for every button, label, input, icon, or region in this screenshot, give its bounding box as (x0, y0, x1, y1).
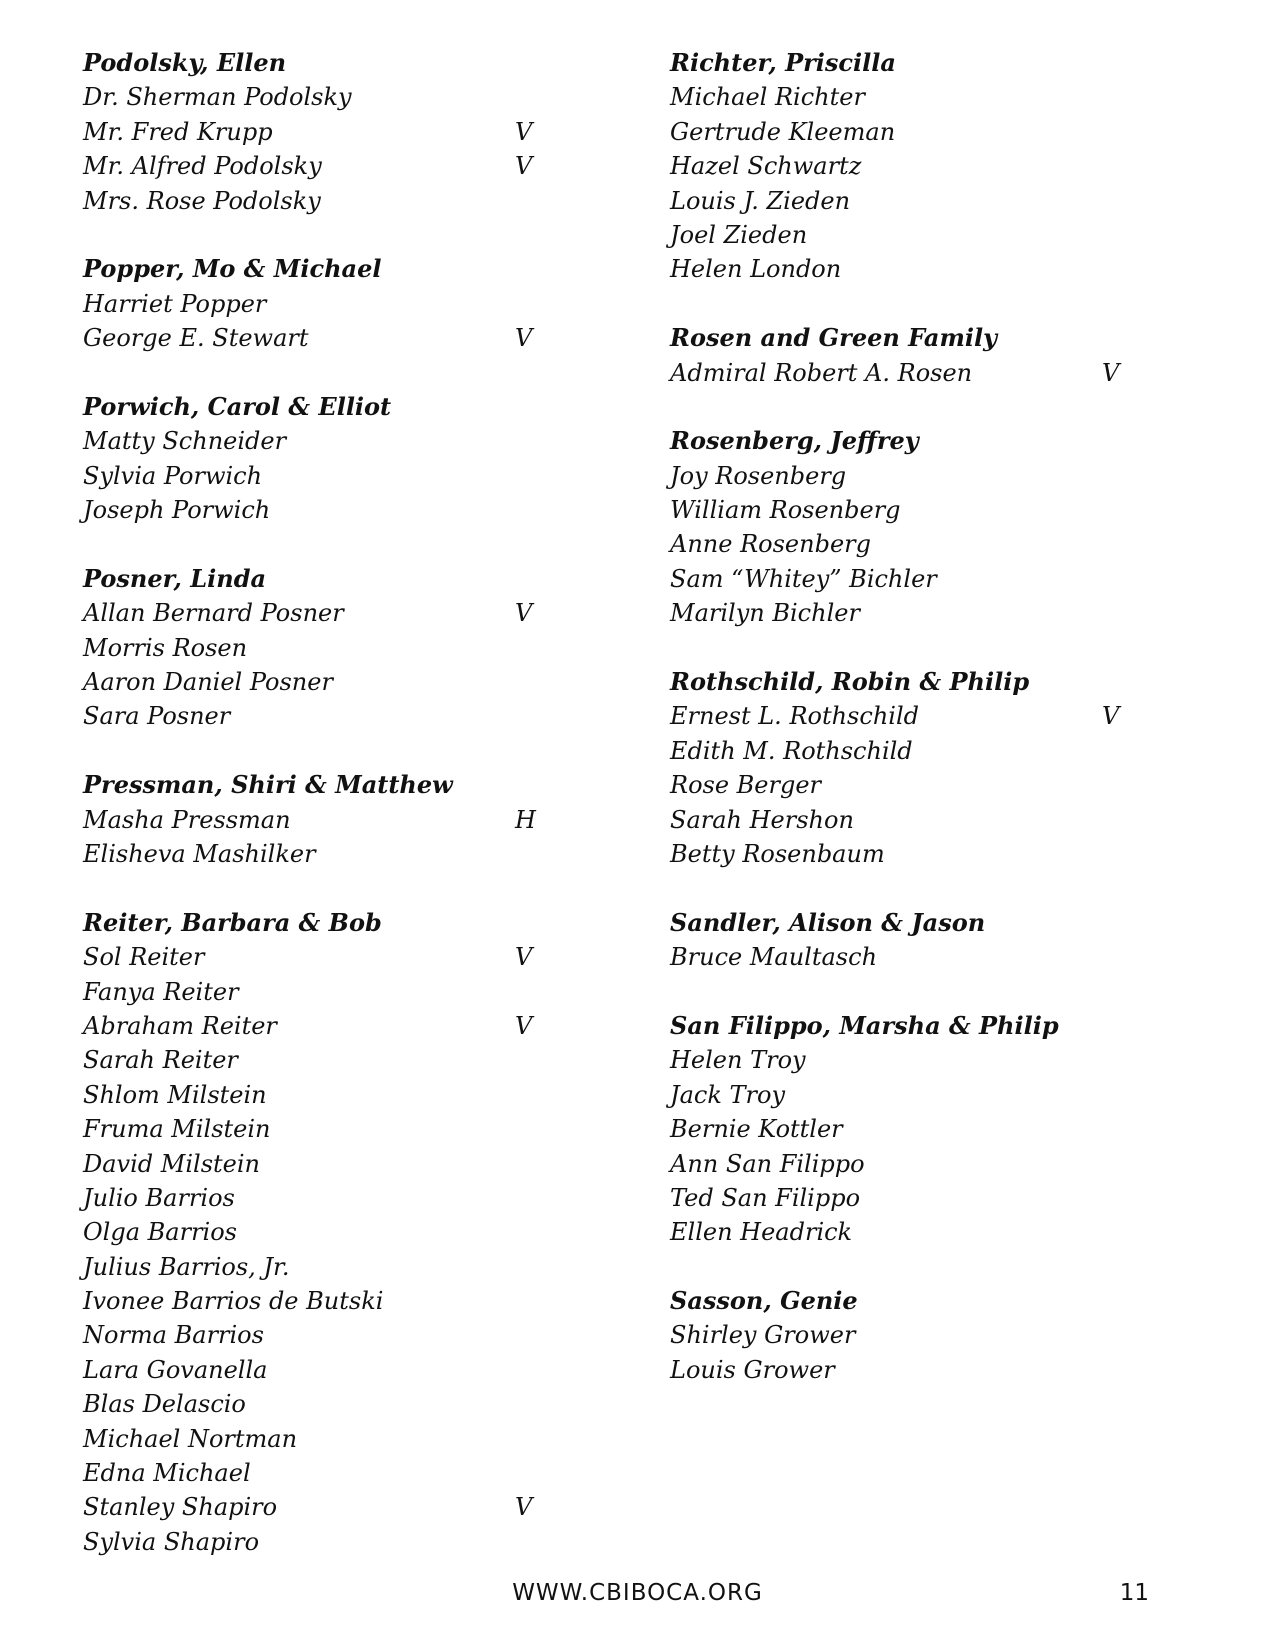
memorial-name: Matty Schneider (83, 427, 287, 456)
family-entry (83, 252, 553, 355)
memorial-name: Ernest L. Rothschild (670, 702, 919, 731)
family-heading: Reiter, Barbara & Bob (83, 907, 382, 937)
memorial-name-row (83, 665, 553, 699)
memorial-mark: V (515, 152, 533, 181)
memorial-name: Michael Richter (670, 83, 865, 112)
memorial-name-row (83, 80, 553, 114)
memorial-name-row (83, 287, 553, 321)
memorial-name: Masha Pressman (83, 805, 291, 834)
memorial-name: Dr. Sherman Podolsky (83, 83, 352, 112)
family-entry (670, 906, 1140, 975)
left-column (83, 46, 553, 1594)
memorial-name: Edna Michael (83, 1459, 251, 1488)
memorial-name: Mr. Fred Krupp (83, 117, 273, 146)
memorial-mark: H (515, 805, 536, 834)
memorial-name-row (83, 459, 553, 493)
family-heading: Rosen and Green Family (670, 323, 998, 353)
memorial-name-row (83, 115, 553, 149)
memorial-mark: V (515, 599, 533, 628)
memorial-name: Gertrude Kleeman (670, 117, 896, 146)
memorial-name: Sara Posner (83, 702, 231, 731)
memorial-mark: V (515, 324, 533, 353)
memorial-name: Stanley Shapiro (83, 1493, 278, 1522)
memorial-name: Ellen Headrick (670, 1218, 853, 1247)
family-heading: Richter, Priscilla (670, 48, 896, 77)
memorial-mark: V (1102, 702, 1120, 731)
memorial-name-row (83, 424, 553, 458)
memorial-name: Shlom Milstein (83, 1080, 267, 1109)
memorial-name-row (670, 734, 1140, 768)
family-entry (670, 1284, 1140, 1387)
memorial-name-row (83, 1318, 553, 1352)
memorial-name: Ted San Filippo (670, 1183, 861, 1212)
memorial-name: Bernie Kottler (670, 1115, 843, 1144)
memorial-name-row (83, 1456, 553, 1490)
family-heading: Rothschild, Robin & Philip (670, 667, 1030, 697)
memorial-name: Sol Reiter (83, 943, 205, 972)
family-heading: Popper, Mo & Michael (83, 254, 382, 284)
memorial-name-row (83, 493, 553, 527)
family-heading: Rosenberg, Jeffrey (670, 426, 919, 456)
memorial-name: Elisheva Mashilker (83, 839, 316, 868)
memorial-name: Joseph Porwich (83, 496, 271, 525)
family-entry (670, 46, 1140, 287)
memorial-name-row (670, 1318, 1140, 1352)
memorial-name-row (83, 596, 553, 630)
memorial-name-row (83, 1112, 553, 1146)
memorial-name: Sarah Reiter (83, 1046, 238, 1075)
memorial-name-row (83, 803, 553, 837)
memorial-name-row (83, 1422, 553, 1456)
page-number: 11 (1119, 1580, 1149, 1606)
memorial-name-row (83, 1043, 553, 1077)
memorial-name-row (83, 321, 553, 355)
memorial-name-row (83, 1215, 553, 1249)
memorial-name: Michael Nortman (83, 1424, 298, 1453)
memorial-name-row (83, 1353, 553, 1387)
memorial-name-row (83, 1250, 553, 1284)
memorial-name: Morris Rosen (83, 633, 248, 662)
memorial-name-row (670, 1078, 1140, 1112)
memorial-name: Bruce Maultasch (670, 943, 878, 972)
family-entry (83, 768, 553, 871)
memorial-name: Edith M. Rothschild (670, 736, 913, 765)
family-entry (83, 562, 553, 734)
memorial-name: Fruma Milstein (83, 1115, 271, 1144)
family-entry (670, 321, 1140, 390)
memorial-name-row (670, 562, 1140, 596)
memorial-name: Blas Delascio (83, 1390, 246, 1419)
memorial-name-row (83, 149, 553, 183)
family-heading: Sandler, Alison & Jason (670, 907, 986, 937)
memorial-name: Louis J. Zieden (670, 186, 851, 215)
memorial-name-row (670, 803, 1140, 837)
memorial-name-row (83, 1490, 553, 1524)
memorial-name-row (83, 1009, 553, 1043)
memorial-name-row (670, 149, 1140, 183)
memorial-name-row (83, 699, 553, 733)
memorial-name: Aaron Daniel Posner (83, 668, 333, 697)
family-entry (83, 390, 553, 528)
memorial-mark: V (515, 117, 533, 146)
memorial-name-row (670, 218, 1140, 252)
memorial-name-row (670, 1181, 1140, 1215)
memorial-name: Helen Troy (670, 1046, 806, 1075)
memorial-name: Ivonee Barrios de Butski (83, 1287, 384, 1316)
memorial-name-row (83, 1078, 553, 1112)
memorial-name: Anne Rosenberg (670, 530, 871, 559)
family-entry (670, 665, 1140, 871)
memorial-name: Jack Troy (670, 1080, 786, 1109)
memorial-name: Joel Zieden (670, 220, 808, 249)
family-heading: Pressman, Shiri & Matthew (83, 770, 453, 800)
memorial-name: Norma Barrios (83, 1321, 264, 1350)
memorial-name-row (83, 975, 553, 1009)
memorial-name: Joy Rosenberg (670, 461, 847, 490)
family-entry (83, 906, 553, 1559)
memorial-name: Ann San Filippo (670, 1149, 865, 1178)
memorial-name: George E. Stewart (83, 324, 309, 353)
memorial-name-row (83, 1525, 553, 1559)
memorial-name-row (670, 596, 1140, 630)
memorial-name-row (670, 459, 1140, 493)
memorial-mark: V (515, 943, 533, 972)
memorial-name-row (670, 527, 1140, 561)
memorial-name-row (670, 1215, 1140, 1249)
family-heading: Podolsky, Ellen (83, 48, 287, 77)
right-column (670, 46, 1140, 1422)
memorial-name: Louis Grower (670, 1355, 835, 1384)
memorial-name-row (670, 252, 1140, 286)
memorial-name: Betty Rosenbaum (670, 839, 885, 868)
memorial-name: Sylvia Shapiro (83, 1527, 260, 1556)
memorial-name: Olga Barrios (83, 1218, 237, 1247)
memorial-name: Helen London (670, 255, 842, 284)
family-entry (83, 46, 553, 218)
memorial-name: Admiral Robert A. Rosen (670, 358, 973, 387)
memorial-name-row (670, 115, 1140, 149)
memorial-name-row (670, 699, 1140, 733)
memorial-name: Sylvia Porwich (83, 461, 263, 490)
memorial-name: Allan Bernard Posner (83, 599, 344, 628)
memorial-name-row (83, 184, 553, 218)
memorial-name-row (670, 1043, 1140, 1077)
memorial-name: Hazel Schwartz (670, 152, 862, 181)
memorial-name-row (83, 940, 553, 974)
family-heading: Porwich, Carol & Elliot (83, 391, 392, 421)
family-heading: Sasson, Genie (670, 1286, 858, 1316)
memorial-name-row (83, 1147, 553, 1181)
memorial-name-row (83, 837, 553, 871)
footer-url[interactable]: WWW.CBIBOCA.ORG (512, 1580, 763, 1606)
memorial-name: Mr. Alfred Podolsky (83, 152, 322, 181)
memorial-name-row (83, 631, 553, 665)
memorial-name: William Rosenberg (670, 496, 901, 525)
memorial-mark: V (515, 1493, 533, 1522)
memorial-name-row (670, 837, 1140, 871)
memorial-name-row (670, 356, 1140, 390)
memorial-name: Marilyn Bichler (670, 599, 860, 628)
memorial-name: Sam “Whitey” Bichler (670, 564, 937, 593)
family-entry (670, 424, 1140, 630)
memorial-name-row (670, 1112, 1140, 1146)
memorial-name: Lara Govanella (83, 1355, 268, 1384)
memorial-name: Harriet Popper (83, 289, 267, 318)
memorial-name-row (670, 1353, 1140, 1387)
memorial-name: Abraham Reiter (83, 1011, 277, 1040)
memorial-name: Julio Barrios (83, 1183, 235, 1212)
memorial-name-row (670, 940, 1140, 974)
memorial-name-row (83, 1181, 553, 1215)
memorial-name-row (670, 1147, 1140, 1181)
memorial-name: Julius Barrios, Jr. (83, 1252, 290, 1281)
family-heading: San Filippo, Marsha & Philip (670, 1010, 1059, 1040)
family-heading: Posner, Linda (83, 563, 267, 593)
memorial-name-row (670, 493, 1140, 527)
memorial-name: Sarah Hershon (670, 805, 854, 834)
memorial-name: Mrs. Rose Podolsky (83, 186, 321, 215)
memorial-name: David Milstein (83, 1149, 260, 1178)
memorial-mark: V (1102, 358, 1120, 387)
memorial-name: Rose Berger (670, 771, 822, 800)
memorial-name-row (670, 184, 1140, 218)
memorial-name-row (83, 1284, 553, 1318)
memorial-mark: V (515, 1011, 533, 1040)
memorial-name: Fanya Reiter (83, 977, 239, 1006)
memorial-name-row (670, 768, 1140, 802)
memorial-name-row (670, 80, 1140, 114)
family-entry (670, 1009, 1140, 1250)
memorial-name-row (83, 1387, 553, 1421)
memorial-name: Shirley Grower (670, 1321, 856, 1350)
